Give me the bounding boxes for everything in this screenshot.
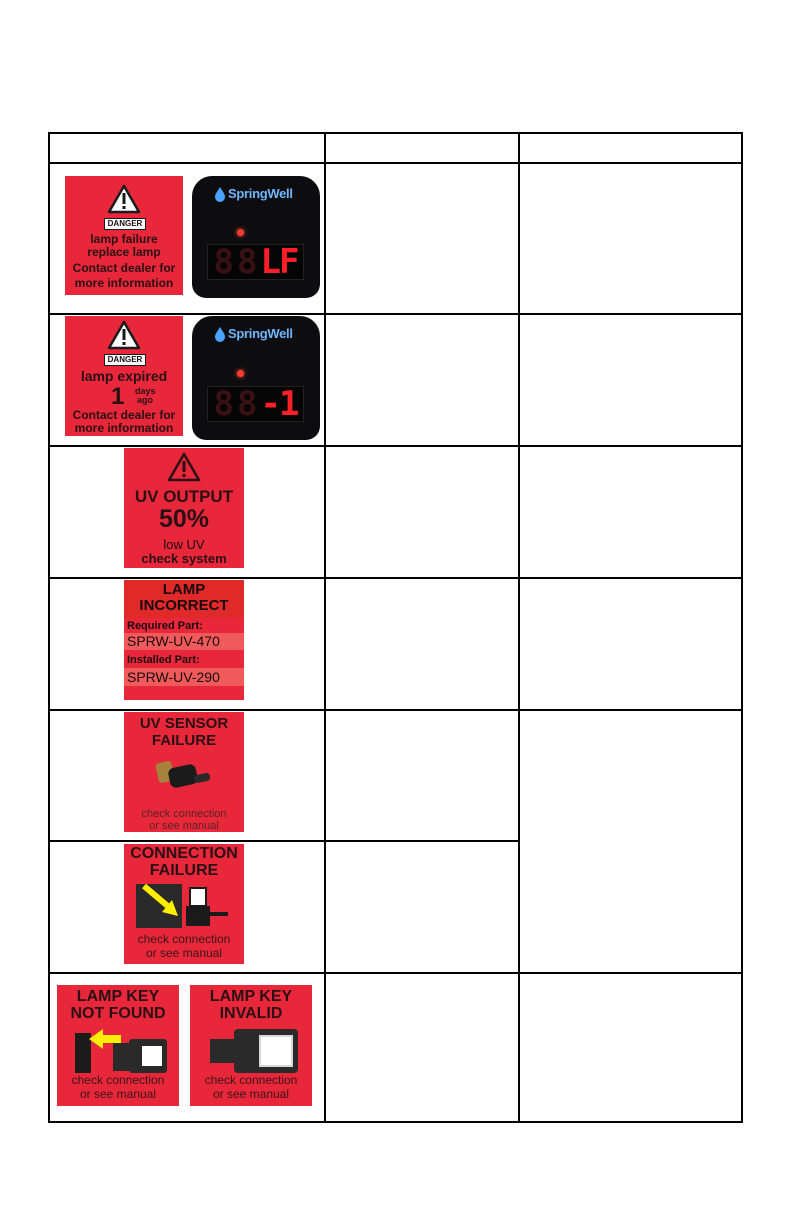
warning-icon [107, 184, 141, 214]
lamp-incorrect-label [124, 580, 244, 700]
label-line: or see manual [79, 1087, 157, 1101]
controller-display [192, 176, 320, 298]
display-readout: -1 [260, 384, 298, 424]
expired-days-unit: days [135, 386, 156, 396]
label-line: check connection [141, 808, 227, 820]
label-line: lamp failure [90, 232, 158, 246]
uv-sensor-failure-label [124, 712, 244, 832]
label-line: or see manual [145, 946, 223, 960]
danger-badge: DANGER [104, 354, 146, 366]
label-line: check connection [137, 932, 231, 946]
required-part-label: Required Part: [127, 620, 203, 632]
installed-part-label: Installed Part: [127, 654, 200, 666]
lamp-failure-label [65, 176, 183, 295]
installed-part-value: SPRW-UV-290 [124, 668, 244, 686]
lamp-key-title: LAMP KEY [76, 988, 160, 1005]
required-part-value: SPRW-UV-470 [124, 633, 244, 650]
status-led [237, 370, 244, 377]
lamp-key-not-found-label [57, 985, 179, 1106]
row-divider [50, 840, 520, 842]
warning-icon [107, 320, 141, 350]
lamp-expired-label [65, 316, 183, 436]
springwell-drop-icon [214, 186, 226, 202]
row-divider [50, 709, 741, 711]
connection-title: CONNECTION [130, 845, 238, 862]
uv-output-label [124, 448, 244, 568]
label-line: Contact dealer for [72, 261, 176, 275]
lamp-key-title: LAMP KEY [209, 988, 293, 1005]
connector-icon [132, 882, 232, 930]
expired-days-number: 1 [111, 383, 125, 410]
uv-output-title: UV OUTPUT [134, 487, 234, 506]
label-line: Contact dealer for [72, 408, 176, 422]
row-divider [50, 162, 741, 164]
connection-failure-label [124, 844, 244, 964]
uv-sensor-title: UV SENSOR [139, 715, 229, 732]
lamp-key-title: NOT FOUND [70, 1005, 166, 1022]
controller-display [192, 316, 320, 440]
uv-output-percent: 50% [158, 505, 210, 533]
label-line: check connection [71, 1073, 165, 1087]
lamp-incorrect-title: LAMP [162, 581, 206, 598]
seven-segment-display: 8 8 LF [207, 244, 304, 280]
row-divider [50, 445, 741, 447]
lamp-key-title: INVALID [219, 1005, 283, 1022]
lamp-key-icon [204, 1025, 304, 1075]
label-line: more information [74, 421, 174, 435]
uv-sensor-title: FAILURE [151, 732, 217, 749]
label-line: more information [74, 276, 174, 290]
row-divider [50, 972, 741, 974]
label-line: replace lamp [87, 245, 161, 259]
label-line: lamp expired [80, 368, 168, 384]
display-readout: LF [260, 242, 298, 282]
row-divider [50, 577, 741, 579]
lamp-key-icon [69, 1027, 169, 1075]
lamp-key-invalid-label [190, 985, 312, 1106]
label-line: check connection [204, 1073, 298, 1087]
row-divider [50, 313, 741, 315]
warning-icon [167, 452, 201, 482]
uv-sensor-icon [154, 756, 214, 796]
expired-days-unit: ago [137, 395, 154, 405]
label-line: low UV [163, 537, 205, 552]
label-line: or see manual [149, 820, 219, 832]
brand-logo: SpringWell [228, 186, 293, 201]
danger-badge: DANGER [104, 218, 146, 230]
status-led [237, 229, 244, 236]
connection-title: FAILURE [149, 862, 219, 879]
seven-segment-display: 8 8 -1 [207, 386, 304, 422]
label-line: check system [141, 551, 227, 566]
brand-logo: SpringWell [228, 326, 293, 341]
springwell-drop-icon [214, 326, 226, 342]
label-line: or see manual [212, 1087, 290, 1101]
lamp-incorrect-title: INCORRECT [139, 597, 229, 614]
